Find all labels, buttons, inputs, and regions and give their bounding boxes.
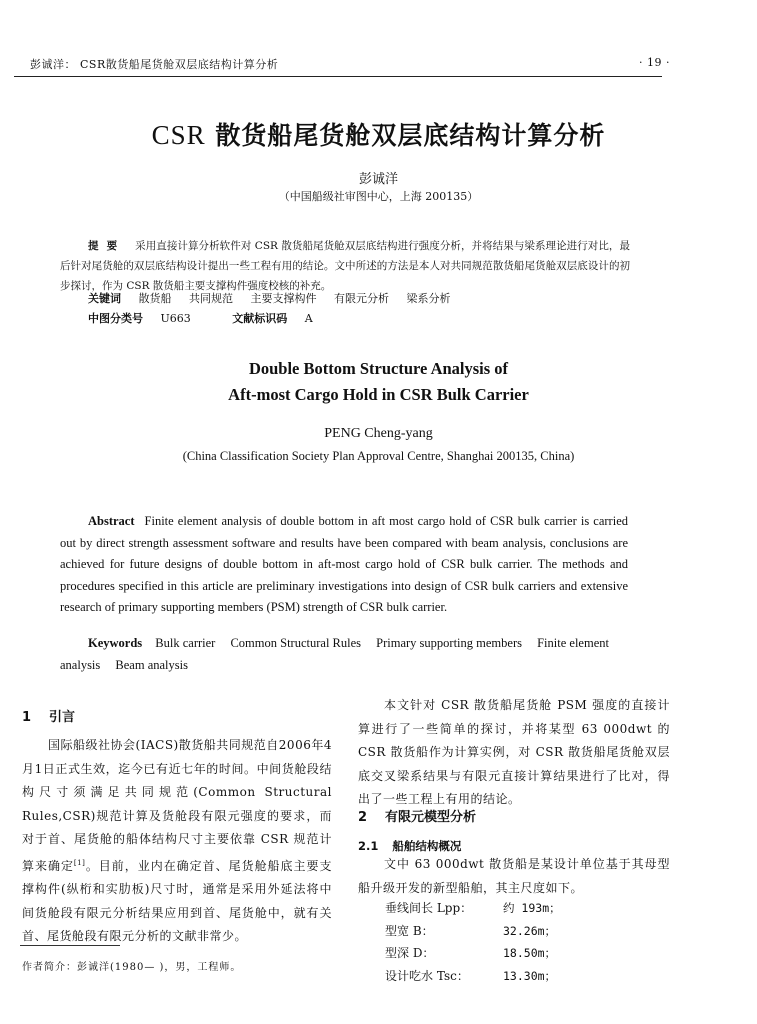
principal-dimensions (385, 897, 561, 987)
dimension-label: 垂线间长 Lpp： (385, 901, 473, 915)
running-head (30, 56, 670, 76)
title-english-line1: Double Bottom Structure Analysis of (248, 359, 509, 378)
keywords-english-label: Keywords (88, 636, 143, 650)
paragraph: 文中 63 000dwt 散货船是某设计单位基于其母型船升级开发的新型船舶，其主尺度如下。 (358, 857, 670, 895)
subsection-2-1-heading (358, 838, 461, 854)
dimension-row (385, 920, 561, 943)
dimension-label: 设计吃水 Tsc： (385, 968, 469, 983)
keyword-chinese: 主要支撑构件 (250, 292, 317, 305)
paragraph-text: 国际船级社协会(IACS)散货船共同规范自2006年4月1日正式生效，迄今已有近七年的时间。中间货舱段结构尺寸须满足共同规范(Common Structural Rules,CSR)规范计算及货舱段有限元强度的要求，而对于首、尾货舱的船体结构尺寸主要依靠 CSR 规范计算来确定 (22, 738, 332, 873)
subsection-2-1-body (358, 853, 670, 900)
abstract-chinese-text: 采用直接计算分析软件对 CSR 散货船尾货舱双层底结构进行强度分析，并将结果与梁系理论进行对比，最后针对尾货舱的双层底结构设计提出一些工程有用的结论。文中所述的方法是本人对共同规范散货船尾货舱双层底设计的初步探讨，作为 CSR 散货船主要支撑构件强度校核的补充。 (60, 240, 630, 292)
dimension-value: 32.26m； (503, 923, 557, 938)
page-number: · 19 · (639, 56, 670, 69)
section-1-heading (22, 706, 75, 725)
keyword-chinese: 有限元分析 (334, 292, 389, 305)
running-head-title: 彭诚洋： CSR散货船尾货舱双层底结构计算分析 (30, 58, 279, 71)
keyword-english: Beam analysis (115, 657, 188, 672)
section-number: 2 (358, 810, 368, 825)
dimension-row (385, 965, 561, 988)
keyword-chinese: 梁系分析 (406, 292, 451, 305)
dimension-row (385, 897, 561, 920)
header-rule (14, 76, 662, 77)
dimension-value: 13.30m； (503, 968, 557, 983)
right-column-intro (358, 694, 670, 812)
classification-value: U663 (160, 312, 191, 325)
keyword-chinese: 共同规范 (189, 292, 233, 305)
section-number: 1 (22, 710, 32, 725)
affiliation-english: (China Classification Society Plan Approval Centre, Shanghai 200135, China) (182, 449, 575, 463)
paragraph: 本文针对 CSR 散货船尾货舱 PSM 强度的直接计算进行了一些简单的探讨，并将某型 63 000dwt 的 CSR 散货船作为计算实例，对 CSR 散货船尾货舱双层底交叉梁系结果与有限元直接计算结果进行了比对，得出了一些工程上有用的结论。 (358, 698, 670, 806)
classification-chinese (88, 310, 313, 326)
title-chinese (0, 116, 757, 152)
doc-code-label: 文献标识码 (232, 312, 288, 325)
author-chinese: 彭诚洋 (358, 172, 398, 187)
abstract-chinese-label: 提要 (88, 240, 126, 252)
title-chinese-text: 散货船尾货舱双层底结构计算分析 (215, 121, 606, 150)
footnote-author-bio: 作者简介：彭诚洋(1980— )，男，工程师。 (22, 962, 242, 973)
section-1-body (22, 734, 332, 949)
subsection-title: 船舶结构概况 (392, 839, 462, 853)
doc-code-value: A (304, 312, 313, 325)
keyword-english: Bulk carrier (155, 636, 216, 650)
dimension-label: 型深 D： (385, 946, 435, 960)
keyword-english: Primary supporting members (376, 636, 522, 650)
keywords-chinese-label: 关键词 (88, 292, 121, 305)
section-2-heading (358, 806, 476, 825)
dimension-value: 18.50m； (503, 946, 557, 960)
citation: [1] (73, 858, 86, 867)
footnote-rule (20, 945, 120, 946)
author-english: PENG Cheng-yang (324, 426, 433, 441)
paragraph-text: 。目前，业内在确定首、尾货舱船底主要支撑构件(纵桁和实肋板)尺寸时，通常是采用外延法将中间货舱段有限元分析结果应用到首、尾货舱中，就有关首、尾货舱段有限元分析的文献非常少。 (22, 858, 332, 943)
section-title: 有限元模型分析 (385, 810, 477, 825)
title-english (0, 356, 757, 408)
section-title: 引言 (49, 710, 76, 725)
abstract-english-text: Finite element analysis of double bottom in aft most cargo hold of CSR bulk carrier is carried out by direct strength assessment software and results have been compared with beam analysis, conclusions are achieved for future designs of double bottom in aft-most cargo hold of CSR bulk carrier. The methods and procedures specified in this article are preliminary investigations into design of CSR bulk carriers and extensive research of primary supporting members (PSM) strength of CSR bulk carrier. (60, 514, 628, 614)
keywords-chinese (88, 290, 465, 306)
title-latin-part: CSR (151, 120, 206, 150)
keyword-english: Common Structural Rules (230, 636, 362, 650)
abstract-chinese (60, 236, 630, 296)
subsection-number: 2.1 (358, 839, 379, 853)
keyword-chinese: 散货船 (138, 292, 172, 305)
abstract-english (60, 511, 628, 619)
classification-label: 中图分类号 (88, 312, 143, 325)
dimension-label: 型宽 B： (385, 923, 434, 938)
paragraph (22, 734, 332, 949)
dimension-value: 约 193m； (503, 901, 561, 915)
dimension-row (385, 942, 561, 965)
abstract-english-label: Abstract (88, 514, 135, 528)
keywords-english (60, 633, 628, 676)
affiliation-chinese: （中国船级社审图中心，上海 200135） (278, 190, 479, 203)
title-english-line2: Aft-most Cargo Hold in CSR Bulk Carrier (228, 385, 529, 404)
keyword-english: Finite element analysis (60, 636, 609, 672)
